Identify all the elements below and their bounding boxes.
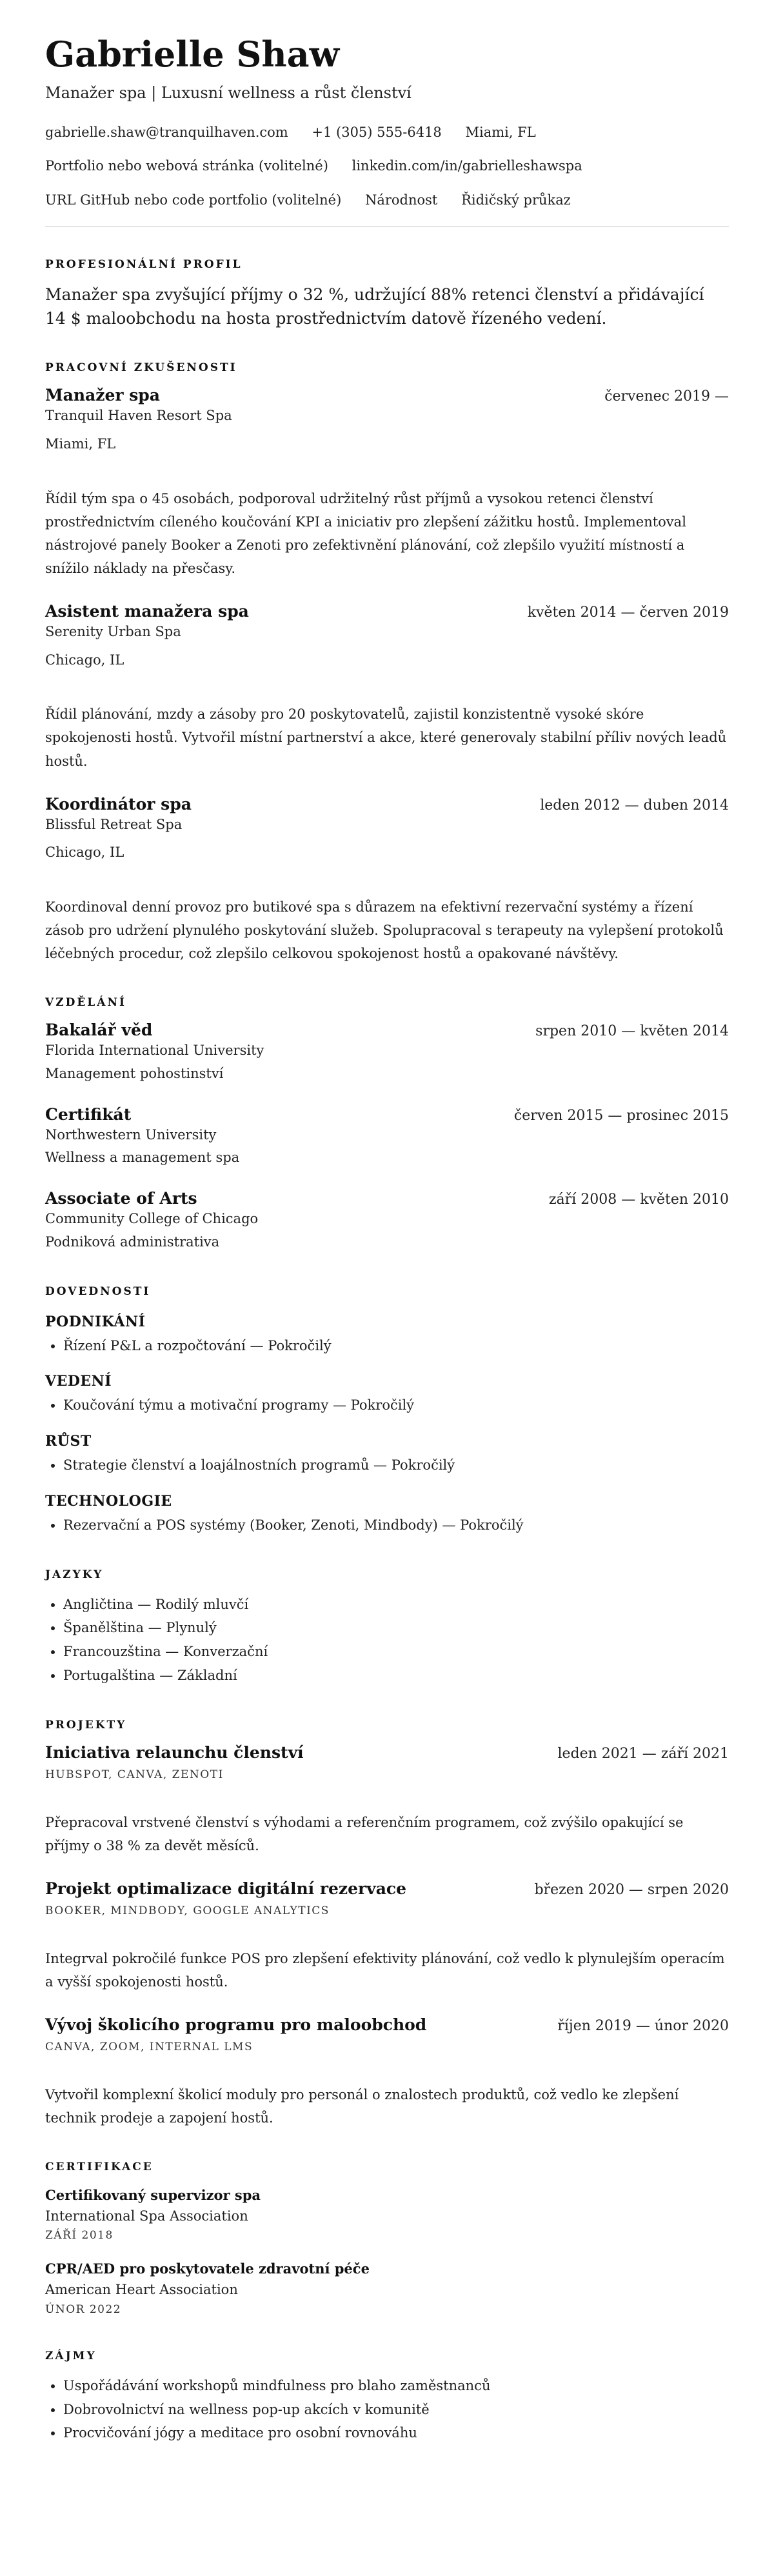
header-divider: [45, 226, 729, 227]
projects-section: [45, 1719, 729, 2130]
certification-name: Certifikovaný supervizor spa: [45, 2187, 261, 2204]
portfolio-link[interactable]: Portfolio nebo webová stránka (volitelné): [45, 158, 328, 174]
candidate-headline: Manažer spa | Luxusní wellness a růst členství: [45, 83, 412, 102]
school-name: Northwestern University: [45, 1126, 217, 1143]
certification-name: CPR/AED pro poskytovatele zdravotní péče: [45, 2261, 370, 2277]
certification-org: International Spa Association: [45, 2208, 248, 2224]
certification-entry: [45, 2259, 729, 2318]
job-description: Řídil plánování, mzdy a zásoby pro 20 poskytovatelů, zajistil konzistentně vysoké skóre spokojenosti hostů. Vytvořil místní partnerství a akce, které generovaly stabilní příliv nových leadů hostů.: [45, 706, 727, 769]
school-name: Community College of Chicago: [45, 1211, 259, 1227]
project-name: Projekt optimalizace digitální rezervace: [45, 1879, 407, 1898]
job-location: Chicago, IL: [45, 844, 124, 861]
project-tech: HUBSPOT, CANVA, ZENOTI: [45, 1768, 224, 1781]
interest-item: • Procvičování jógy a meditace pro osobní rovnováhu: [63, 2421, 729, 2445]
skill-item: • Koučování týmu a motivační programy — Pokročilý: [63, 1393, 729, 1417]
job-date: květen 2014 — červen 2019: [527, 604, 729, 621]
phone-link[interactable]: +1 (305) 555-6418: [312, 124, 442, 140]
section-title-profile: PROFESIONÁLNÍ PROFIL: [45, 258, 243, 272]
project-description: Vytvořil komplexní školicí moduly pro personál o znalostech produktů, což vedlo ke zlepšení technik prodeje a zapojení hostů.: [45, 2086, 679, 2126]
project-entry: [45, 1743, 729, 1857]
profile-text: Manažer spa zvyšující příjmy o 32 %, udržující 88% retenci členství a přidávající 14 $ maloobchodu na hosta prostřednictvím datově řízeného vedení.: [45, 285, 704, 328]
skill-item: • Strategie členství a loajálnostních programů — Pokročilý: [63, 1453, 729, 1477]
experience-entry: [45, 602, 729, 773]
job-title: Asistent manažera spa: [45, 602, 249, 621]
education-date: srpen 2010 — květen 2014: [535, 1023, 729, 1040]
skill-list: [45, 1393, 729, 1417]
experience-entry: [45, 795, 729, 966]
contact-row-2: [45, 156, 729, 175]
project-name: Vývoj školicího programu pro maloobchod: [45, 2015, 427, 2034]
job-location: Miami, FL: [45, 435, 116, 452]
certification-date: ZÁŘÍ 2018: [45, 2229, 114, 2242]
education-entry: [45, 1021, 729, 1085]
section-title-experience: PRACOVNÍ ZKUŠENOSTI: [45, 361, 237, 375]
linkedin-link[interactable]: linkedin.com/in/gabrielleshawspa: [352, 158, 582, 174]
project-date: říjen 2019 — únor 2020: [557, 2017, 729, 2034]
school-name: Florida International University: [45, 1043, 264, 1059]
skill-item: • Řízení P&L a rozpočtování — Pokročilý: [63, 1334, 729, 1358]
project-description: Přepracoval vrstvené členství s výhodami a referenčním programem, což zvýšilo opakující se příjmy o 38 % za devět měsíců.: [45, 1814, 684, 1853]
candidate-name: Gabrielle Shaw: [45, 34, 340, 75]
project-date: březen 2020 — srpen 2020: [534, 1881, 729, 1898]
certifications-section: [45, 2161, 729, 2319]
education-entry: [45, 1189, 729, 1253]
language-item: • Angličtina — Rodilý mluvčí: [63, 1593, 729, 1617]
section-title-languages: JAZYKY: [45, 1568, 104, 1581]
project-date: leden 2021 — září 2021: [557, 1745, 729, 1762]
job-company: Serenity Urban Spa: [45, 624, 181, 639]
nationality-text: Národnost: [364, 192, 438, 208]
location-text: Miami, FL: [465, 124, 536, 140]
project-description: Integrval pokročilé funkce POS pro zlepšení efektivity plánování, což vedlo k plynulejším operacím a vyšší spokojenosti hostů.: [45, 1950, 725, 1990]
email-link[interactable]: gabrielle.shaw@tranquilhaven.com: [45, 124, 288, 140]
education-date: červen 2015 — prosinec 2015: [513, 1107, 729, 1124]
study-field: Podniková administrativa: [45, 1233, 220, 1250]
job-company: Blissful Retreat Spa: [45, 816, 183, 832]
profile-section: [45, 258, 729, 330]
interests-section: [45, 2350, 729, 2445]
language-item: • Španělština — Plynulý: [63, 1616, 729, 1640]
skills-section: [45, 1285, 729, 1537]
experience-entry: [45, 386, 729, 580]
contact-row-3: [45, 190, 729, 210]
contact-row-1: [45, 123, 729, 142]
job-date: leden 2012 — duben 2014: [540, 797, 729, 814]
project-entry: [45, 2015, 729, 2130]
section-title-projects: PROJEKTY: [45, 1718, 127, 1732]
job-location: Chicago, IL: [45, 652, 124, 668]
experience-section: [45, 361, 729, 965]
certification-entry: [45, 2185, 729, 2244]
skill-category: PODNIKÁNÍ: [45, 1313, 146, 1330]
project-tech: CANVA, ZOOM, INTERNAL LMS: [45, 2040, 253, 2053]
skill-item: • Rezervační a POS systémy (Booker, Zenoti, Mindbody) — Pokročilý: [63, 1513, 729, 1537]
job-description: Řídil tým spa o 45 osobách, podporoval udržitelný růst příjmů a vysokou retenci členství prostřednictvím cíleného koučování KPI a iniciativ pro zlepšení zážitku hostů. Implementoval nástrojové panely Booker a Zenoti pro zefektivnění plánování, což zlepšilo využití místností a snížilo náklady na přesčasy.: [45, 490, 686, 576]
project-entry: [45, 1879, 729, 1993]
certification-org: American Heart Association: [45, 2281, 238, 2297]
project-tech: BOOKER, MINDBODY, GOOGLE ANALYTICS: [45, 1904, 330, 1917]
job-title: Koordinátor spa: [45, 794, 192, 814]
skill-list: [45, 1513, 729, 1537]
language-item: • Portugalština — Základní: [63, 1664, 729, 1688]
job-title: Manažer spa: [45, 386, 160, 405]
interest-item: • Uspořádávání workshopů mindfulness pro blaho zaměstnanců: [63, 2374, 729, 2398]
project-name: Iniciativa relaunchu členství: [45, 1742, 304, 1762]
job-description: Koordinoval denní provoz pro butikové spa s důrazem na efektivní rezervační systémy a řízení zásob pro udržení plynulého poskytování služeb. Spolupracoval s terapeuty na vylepšení protokolů léčebných procedur, což zlepšilo celkovou spokojenost hostů a opakované návštěvy.: [45, 899, 724, 962]
github-link[interactable]: URL GitHub nebo code portfolio (volitelné): [45, 192, 342, 208]
skill-list: [45, 1453, 729, 1477]
language-list: [45, 1593, 729, 1688]
interest-item: • Dobrovolnictví na wellness pop-up akcích v komunitě: [63, 2398, 729, 2422]
degree-title: Bakalář věd: [45, 1021, 153, 1040]
section-title-certifications: CERTIFIKACE: [45, 2161, 154, 2174]
certification-date: ÚNOR 2022: [45, 2302, 122, 2316]
skill-category: TECHNOLOGIE: [45, 1492, 172, 1510]
study-field: Management pohostinství: [45, 1066, 224, 1082]
section-title-interests: ZÁJMY: [45, 2349, 97, 2362]
skill-category: VEDENÍ: [45, 1373, 112, 1390]
section-title-skills: DOVEDNOSTI: [45, 1284, 151, 1298]
interest-list: [45, 2374, 729, 2445]
job-date: červenec 2019 —: [604, 388, 729, 405]
skill-category: RŮST: [45, 1433, 92, 1450]
study-field: Wellness a management spa: [45, 1150, 240, 1166]
job-company: Tranquil Haven Resort Spa: [45, 408, 232, 424]
languages-section: [45, 1568, 729, 1688]
degree-title: Certifikát: [45, 1104, 132, 1124]
driving-license-text: Řidičský průkaz: [461, 192, 571, 208]
section-title-education: VZDĚLÁNÍ: [45, 996, 126, 1010]
education-section: [45, 996, 729, 1253]
education-date: září 2008 — květen 2010: [548, 1192, 729, 1208]
degree-title: Associate of Arts: [45, 1189, 197, 1208]
language-item: • Francouzština — Konverzační: [63, 1640, 729, 1664]
resume-header: [45, 36, 729, 227]
skill-list: [45, 1334, 729, 1358]
education-entry: [45, 1105, 729, 1170]
